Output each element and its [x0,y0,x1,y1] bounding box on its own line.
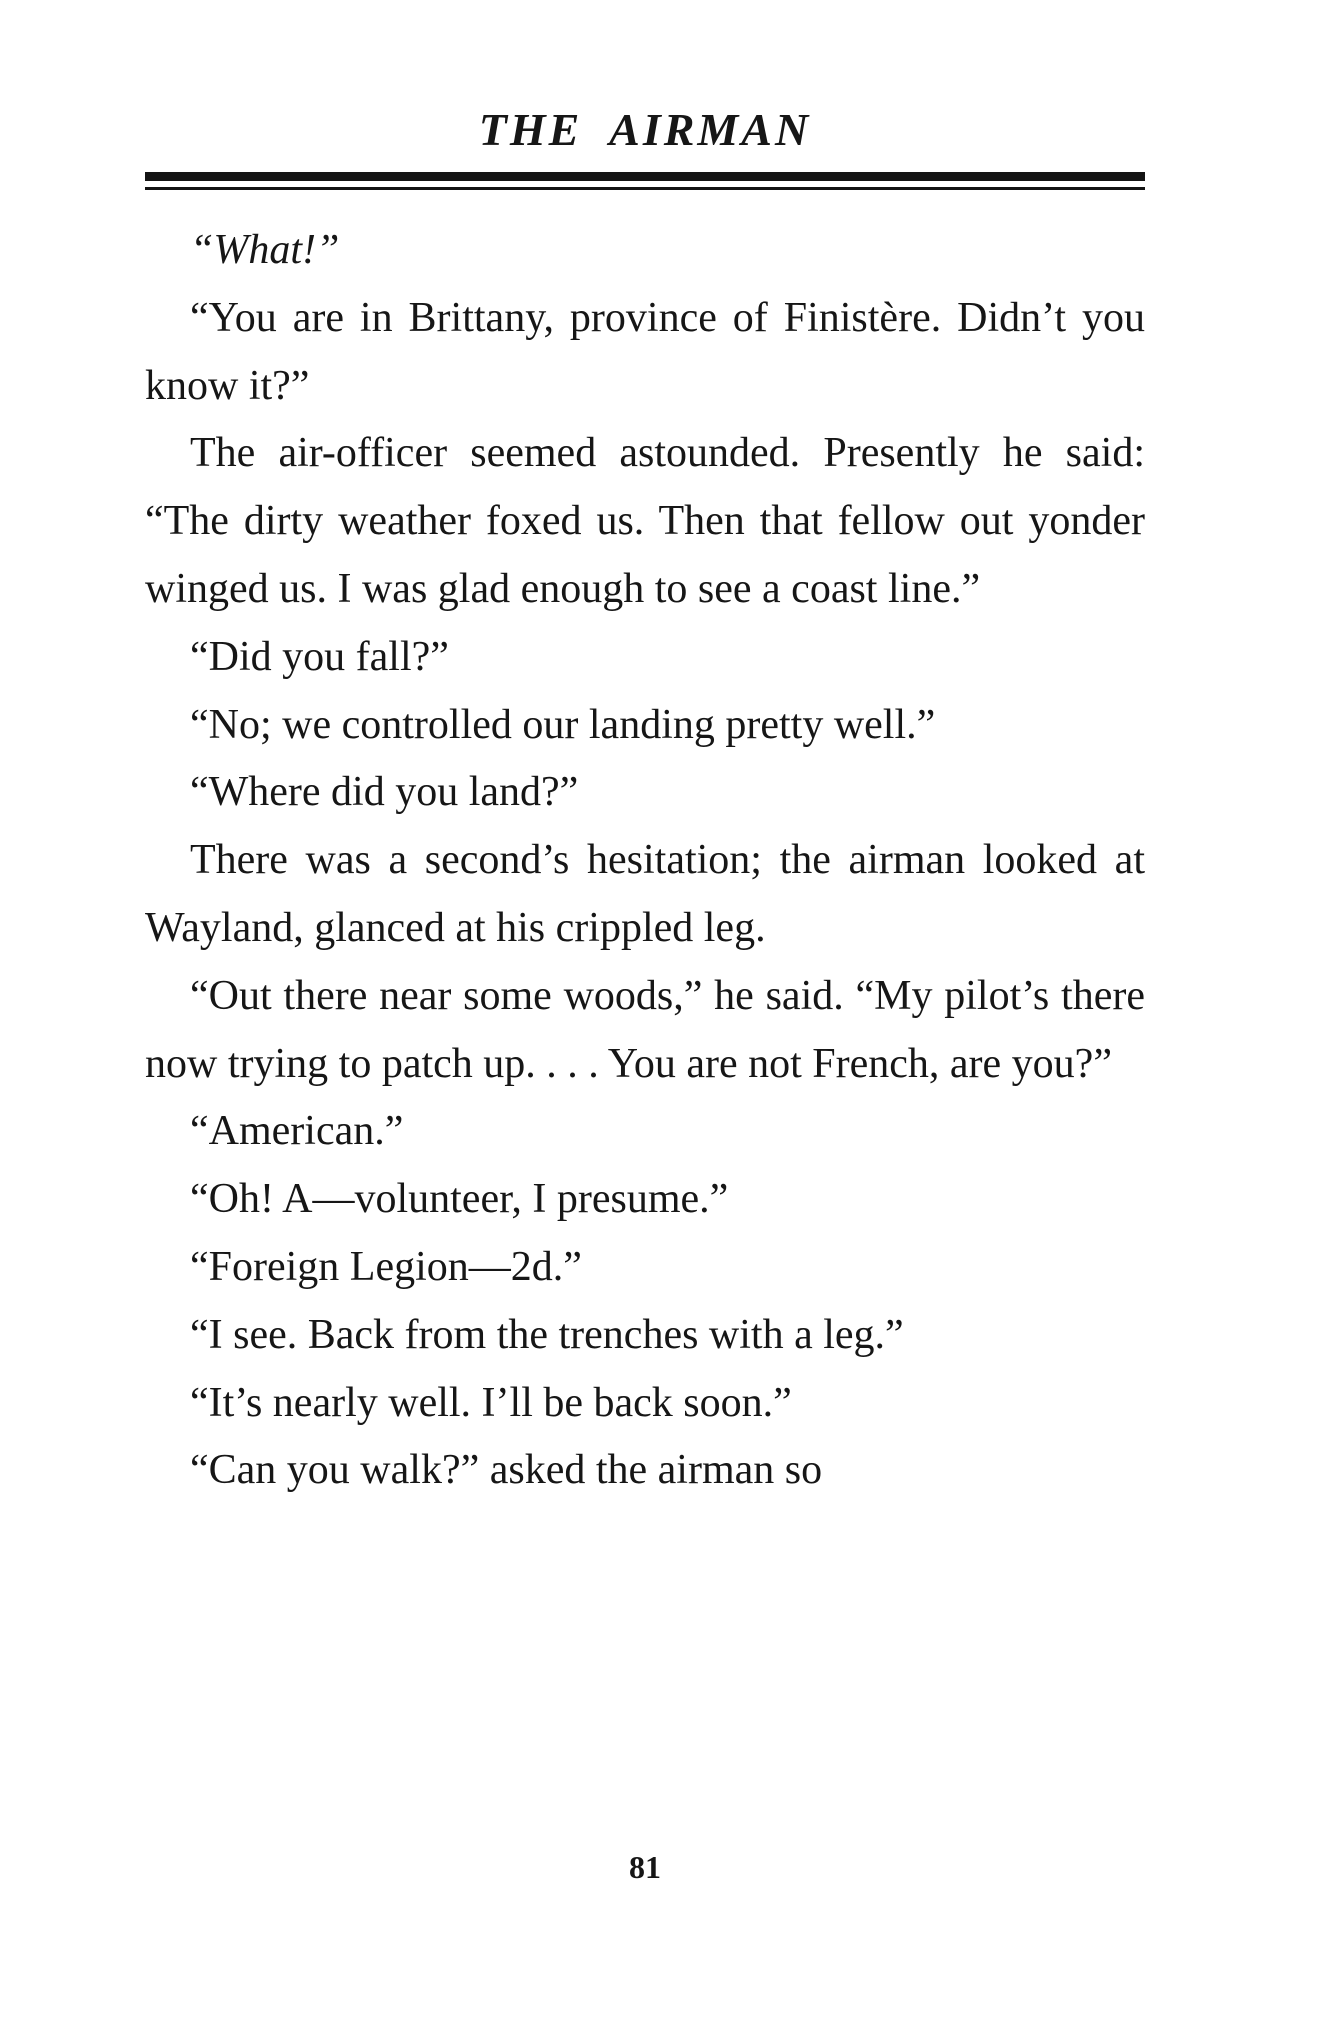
paragraph: “What!” [190,227,340,273]
paragraph: There was a second’s hesitation; the airman looked at Wayland, glanced at his crippled leg. [145,837,1145,951]
page-number: 81 [629,1849,661,1885]
paragraph: “Oh! A—volunteer, I presume.” [190,1176,729,1223]
paragraph: “It’s nearly well. I’ll be back soon.” [190,1379,792,1426]
body-text [145,217,1145,1505]
header-rule-thick [145,172,1145,181]
running-head: THE AIRMAN [478,104,812,155]
header-rule-thin [145,187,1145,190]
paragraph: “Foreign Legion—2d.” [190,1243,582,1290]
paragraph: The air-officer seemed astounded. Presently he said: “The dirty weather foxed us. Then that fellow out yonder winged us. I was glad enough to see a coast line.” [145,430,1145,612]
paragraph: “Out there near some woods,” he said. “My pilot’s there now trying to patch up. . . . You are not French, are you?” [145,972,1145,1087]
paragraph: “I see. Back from the trenches with a leg.” [190,1311,904,1358]
paragraph: “Where did you land?” [190,769,579,816]
paragraph: “No; we controlled our landing pretty well.” [190,701,936,748]
paragraph: “Can you walk?” asked the airman so [190,1447,823,1494]
paragraph: “Did you fall?” [190,633,449,680]
paragraph: “American.” [190,1108,404,1155]
paragraph: “You are in Brittany, province of Finistère. Didn’t you know it?” [145,294,1145,409]
